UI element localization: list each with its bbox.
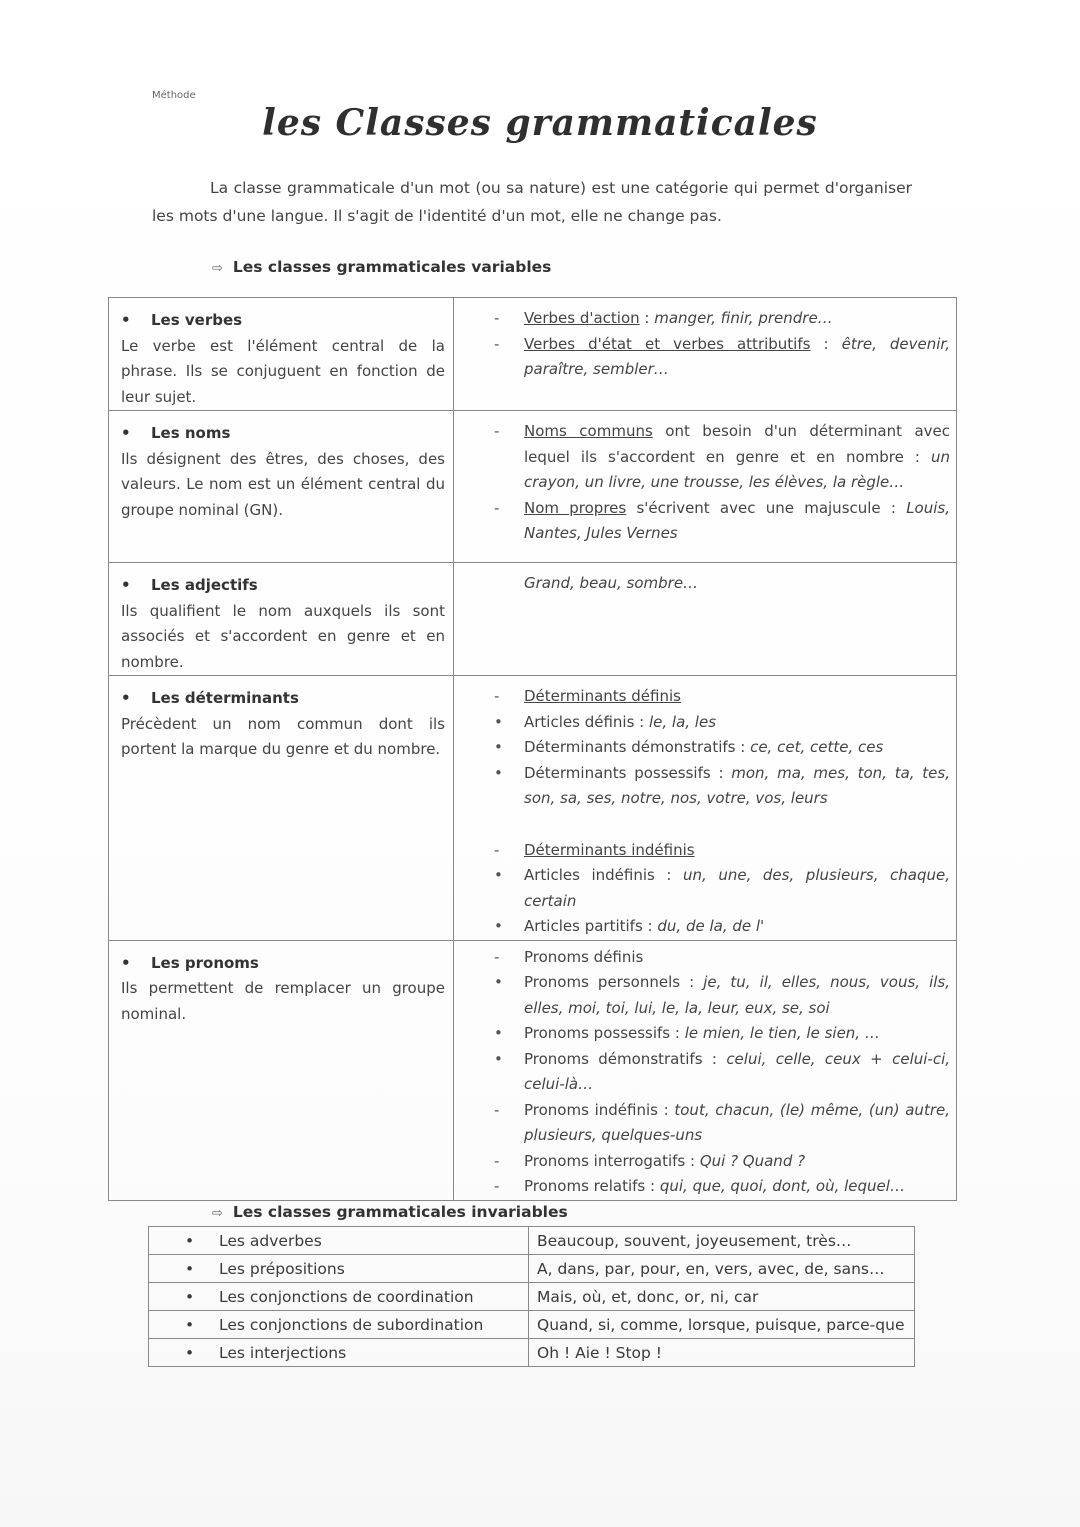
class-description: Précèdent un nom commun dont ils portent la marque du genre et du nombre. bbox=[121, 714, 445, 758]
list-item: - Verbes d'action : manger, finir, prendre… bbox=[494, 309, 833, 327]
examples-cell: Quand, si, comme, lorsque, puisque, parce-que bbox=[529, 1311, 915, 1339]
examples-cell bbox=[454, 563, 957, 676]
list-item: - Noms communs ont besoin d'un déterminant avec lequel ils s'accordent en genre et en nombre : un crayon, un livre, une trousse, les élèves, la règle… bbox=[494, 422, 950, 491]
examples-cell: A, dans, par, pour, en, vers, avec, de, sans… bbox=[529, 1255, 915, 1283]
intro-text: La classe grammaticale d'un mot (ou sa nature) est une catégorie qui permet d'organiser les mots d'une langue. Il s'agit de l'identité d'un mot, elle ne change pas. bbox=[152, 179, 912, 225]
examples-cell: Mais, où, et, donc, or, ni, car bbox=[529, 1283, 915, 1311]
class-cell bbox=[109, 411, 454, 563]
page-title: les Classes grammaticales bbox=[262, 102, 818, 144]
bullet-icon: • bbox=[121, 424, 131, 442]
class-title: • Les noms bbox=[121, 421, 445, 447]
class-title: • Les verbes bbox=[121, 308, 445, 334]
class-cell: • Les prépositions bbox=[149, 1255, 529, 1283]
intro-paragraph bbox=[152, 174, 912, 230]
class-cell bbox=[109, 563, 454, 676]
table-row bbox=[109, 563, 957, 676]
class-description: Le verbe est l'élément central de la phrase. Ils se conjuguent en fonction de leur sujet. bbox=[121, 336, 445, 406]
list-item: • Articles indéfinis : un, une, des, plusieurs, chaque, certain bbox=[494, 866, 950, 910]
class-title: • Les déterminants bbox=[121, 686, 445, 712]
table-row bbox=[109, 411, 957, 563]
list-item: • Déterminants possessifs : mon, ma, mes, ton, ta, tes, son, sa, ses, notre, nos, votre, vos, leurs bbox=[494, 763, 950, 807]
arrow-right-icon: ⇨ bbox=[212, 261, 223, 276]
invariable-classes-table bbox=[148, 1226, 915, 1367]
list-item: - Pronoms relatifs : qui, que, quoi, dont, où, lequel… bbox=[494, 1177, 905, 1195]
bullet-icon: • bbox=[185, 1344, 195, 1362]
list-item: - Verbes d'état et verbes attributifs : être, devenir, paraître, sembler… bbox=[494, 334, 950, 378]
class-description: Ils permettent de remplacer un groupe nominal. bbox=[121, 979, 445, 1023]
section-heading-variables bbox=[212, 258, 551, 276]
bullet-icon: • bbox=[121, 311, 131, 329]
table-row bbox=[149, 1227, 915, 1255]
list-item: • Pronoms démonstratifs : celui, celle, ceux + celui-ci, celui-là… bbox=[494, 1049, 951, 1093]
class-description: Ils désignent des êtres, des choses, des valeurs. Le nom est un élément central du groupe nominal (GN). bbox=[121, 449, 445, 519]
class-title: • Les adjectifs bbox=[121, 573, 445, 599]
bullet-icon: • bbox=[185, 1316, 195, 1334]
examples-text: Grand, beau, sombre… bbox=[524, 574, 699, 592]
bullet-icon: • bbox=[121, 953, 131, 972]
table-row bbox=[149, 1311, 915, 1339]
list-item: • Articles partitifs : du, de la, de l' bbox=[494, 917, 765, 935]
arrow-right-icon: ⇨ bbox=[212, 1206, 223, 1221]
class-cell bbox=[109, 940, 454, 1200]
list-item: - Pronoms indéfinis : tout, chacun, (le) même, (un) autre, plusieurs, quelques-uns bbox=[494, 1100, 950, 1144]
examples-cell bbox=[454, 298, 957, 411]
table-row bbox=[149, 1339, 915, 1367]
class-cell: • Les adverbes bbox=[149, 1227, 529, 1255]
bullet-icon: • bbox=[121, 689, 131, 707]
table-row bbox=[149, 1255, 915, 1283]
class-cell: • Les conjonctions de subordination bbox=[149, 1311, 529, 1339]
list-item: • Pronoms personnels : je, tu, il, elles, nous, vous, ils, elles, moi, toi, lui, le, la, leur, eux, se, soi bbox=[494, 973, 950, 1017]
table-row bbox=[109, 676, 957, 941]
list-item: - Déterminants définis bbox=[494, 687, 681, 705]
list-item: • Pronoms possessifs : le mien, le tien, le sien, … bbox=[494, 1024, 880, 1042]
class-title: • Les pronoms bbox=[121, 951, 445, 977]
table-row bbox=[149, 1283, 915, 1311]
list-item: - Déterminants indéfinis bbox=[494, 840, 695, 859]
bullet-icon: • bbox=[185, 1260, 195, 1278]
variable-classes-table bbox=[108, 297, 957, 1201]
class-cell: • Les conjonctions de coordination bbox=[149, 1283, 529, 1311]
list-item: - Pronoms interrogatifs : Qui ? Quand ? bbox=[494, 1151, 806, 1170]
list-item: • Déterminants démonstratifs : ce, cet, cette, ces bbox=[494, 738, 884, 756]
examples-cell: Beaucoup, souvent, joyeusement, très… bbox=[529, 1227, 915, 1255]
list-item: - Nom propres s'écrivent avec une majuscule : Louis, Nantes, Jules Vernes bbox=[494, 498, 950, 542]
method-label: Méthode bbox=[152, 90, 196, 101]
examples-cell bbox=[454, 940, 957, 1200]
section-heading-invariables bbox=[212, 1203, 568, 1221]
table-row bbox=[109, 298, 957, 411]
bullet-icon: • bbox=[121, 576, 131, 594]
examples-cell: Oh ! Aie ! Stop ! bbox=[529, 1339, 915, 1367]
list-item: • Articles définis : le, la, les bbox=[494, 712, 717, 731]
examples-cell bbox=[454, 411, 957, 563]
list-item: - Pronoms définis bbox=[494, 947, 644, 966]
class-description: Ils qualifient le nom auxquels ils sont associés et s'accordent en genre et en nombre. bbox=[121, 601, 445, 671]
section-heading-text: Les classes grammaticales variables bbox=[232, 258, 552, 276]
class-cell bbox=[109, 676, 454, 941]
table-row bbox=[109, 940, 957, 1200]
class-cell: • Les interjections bbox=[149, 1339, 529, 1367]
bullet-icon: • bbox=[185, 1288, 195, 1306]
class-cell bbox=[109, 298, 454, 411]
examples-cell bbox=[454, 676, 957, 941]
bullet-icon: • bbox=[185, 1232, 195, 1250]
section-heading-text: Les classes grammaticales invariables bbox=[232, 1203, 568, 1221]
